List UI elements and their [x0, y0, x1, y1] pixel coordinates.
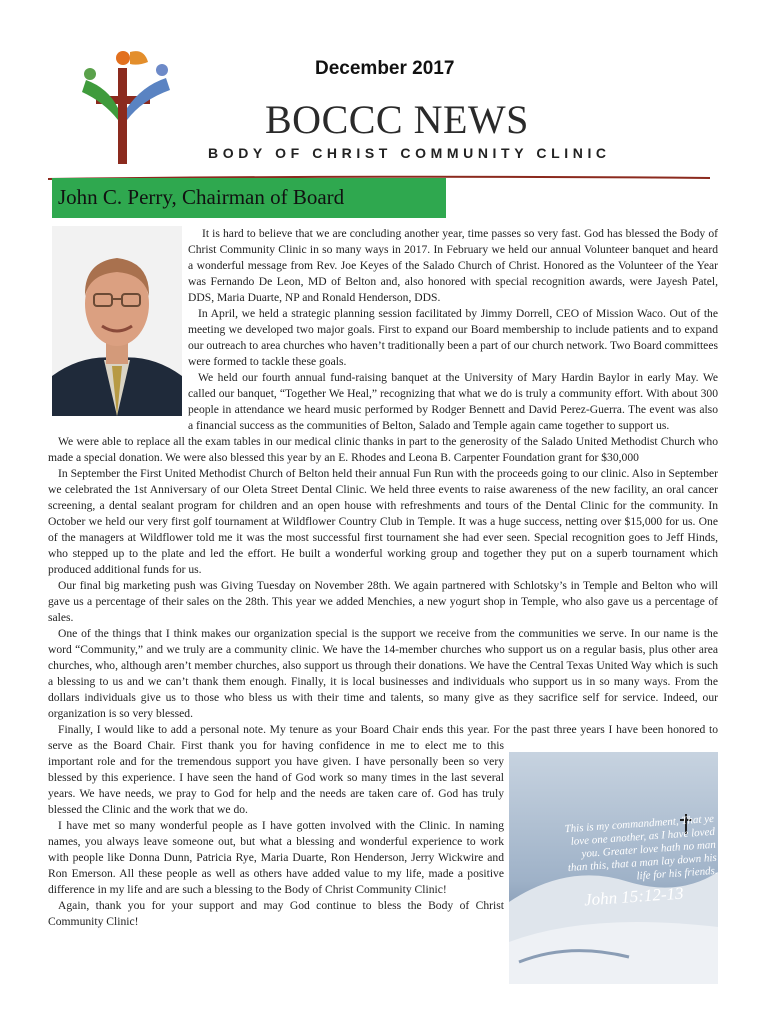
article-paragraph: We were able to replace all the exam tables in our medical clinic thanks in part to the generosity of the Salado United Methodist Church who made a special donation. We were also blessed this year by an E. Rhodes and Leona B. Carpenter Foundation grant for $30,000: [48, 435, 718, 464]
article-heading-banner: [52, 178, 446, 218]
newsletter-subtitle: BODY OF CHRIST COMMUNITY CLINIC: [208, 145, 611, 161]
article-paragraph: I have met so many wonderful people as I have gotten involved with the Clinic. In naming names, you always leave someone out, but what a blessing and wonderful experience to work with people like Donna Dunn, Patricia Rye, Maria Duarte, Ron Henderson, Jerry Wickwire and Ron Emerson. All these people as well as others have added value to my life, made a positive difference in my life and are such a blessing to the Body of Christ Community Clinic!: [48, 819, 504, 896]
article-paragraph: One of the things that I think makes our organization special is the support we receive from the communities we serve. In our name is the word “Community,” and we truly are a community clinic. We have the 14-member churches who support us on a regular basis, plus other area churches, who, although aren’t member churches, also support us through their donations. We have the Central Texas United Way which is such a blessing to us and we can’t thank them enough. Finally, it is local businesses and individuals who support us in so many ways. From the dollars individuals give us to those who bless us with their time and talents, so many give as they sacrifice self for service. Indeed, our organization is so very blessed.: [48, 627, 718, 720]
article-paragraph: We held our fourth annual fund-raising banquet at the University of Mary Hardin Baylor in early May. We called our banquet, “Together We Heal,” recognizing that what we do is truly a community effort. With about 300 people in attendance we heard music performed by Rodger Bennett and David Perez-Guerra. The event was also a financial success as the communities of Belton, Salado and Temple again came together to support us.: [188, 371, 718, 432]
scripture-verse: This is my commandment, That ye love one another, as I have loved you. Greater love hath no man than this, that a man lay down his life for his friends.: [564, 812, 719, 883]
article-heading: John C. Perry, Chairman of Board: [58, 185, 345, 209]
article-paragraph: Our final big marketing push was Giving Tuesday on November 28th. We again partnered with Schlotsky’s in Temple and Belton who will gave us a percentage of their sales on the 28th. This year we added Menchies, a new yogurt shop in Temple, who also gave us a percentage of sales.: [48, 579, 718, 624]
newsletter-title: BOCCC NEWS: [265, 97, 529, 142]
article-paragraph: Finally, I would like to add a personal note. My tenure as your Board Chair ends this year. For the past three years I have been honored to serve as the Board Chair. First thank you for having confidence in me to elect me to this important role and for the tremendous support you have given. I have personally been so very blessed by this experience. I have seen the hand of God work so many times in the last several years. We have needs, we pray to God for help and the needs are taken care of. God has truly blessed the Clinic and the work that we do.: [48, 723, 718, 816]
article-paragraph: Again, thank you for your support and may God continue to bless the Body of Christ Community Clinic!: [48, 899, 504, 928]
article-paragraph: In April, we held a strategic planning session facilitated by Jimmy Dorrell, CEO of Mission Waco. Out of the meeting we developed two major goals. First to expand our Board membership to include patients and to expand our outreach to area churches who haven’t traditionally been a part of our church network. Two Board committees were formed to tackle these goals.: [188, 307, 718, 368]
header-divider: [48, 168, 710, 174]
issue-date: December 2017: [315, 58, 455, 79]
article-paragraph: It is hard to believe that we are concluding another year, time passes so very fast. God has blessed the Body of Christ Community Clinic in so many ways in 2017. In February we held our annual Volunteer banquet and heard a wonderful message from Rev. Joe Keyes of the Salado Church of Christ. Honored as the Volunteer of the Year was Fernando De Leon, MD of Belton and, also honored with special recognition awards, were Jayesh Patel, DDS, Maria Duarte, NP and Ronald Henderson, DDS.: [188, 227, 718, 304]
clinic-logo: [78, 48, 174, 166]
article-paragraph: In September the First United Methodist Church of Belton held their annual Fun Run with the proceeds going to our clinic. Also in September we celebrated the 1st Anniversary of our Oleta Street Dental Clinic. We held three events to raise awareness of the new facility, an oral cancer screening, a dental sealant program for children and an open house with refreshments and tours of the Dental Clinic for the community. In October we held our very first golf tournament at Wildflower Country Club in Temple. It was a huge success, netting over $15,000 for us. One of the managers at Wildflower told me it was the most successful first tournament she had ever seen. Special recognition goes to Jeff Hinds, who stepped up to the plate and led the effort. He built a wonderful working group and together they put on a superb tournament which produced additional funds for us.: [48, 467, 718, 576]
photo-spacer: [48, 226, 188, 422]
article-body: [48, 226, 718, 980]
panel-spacer: [504, 750, 718, 980]
scripture-reference: John 15:12-13: [583, 883, 685, 910]
